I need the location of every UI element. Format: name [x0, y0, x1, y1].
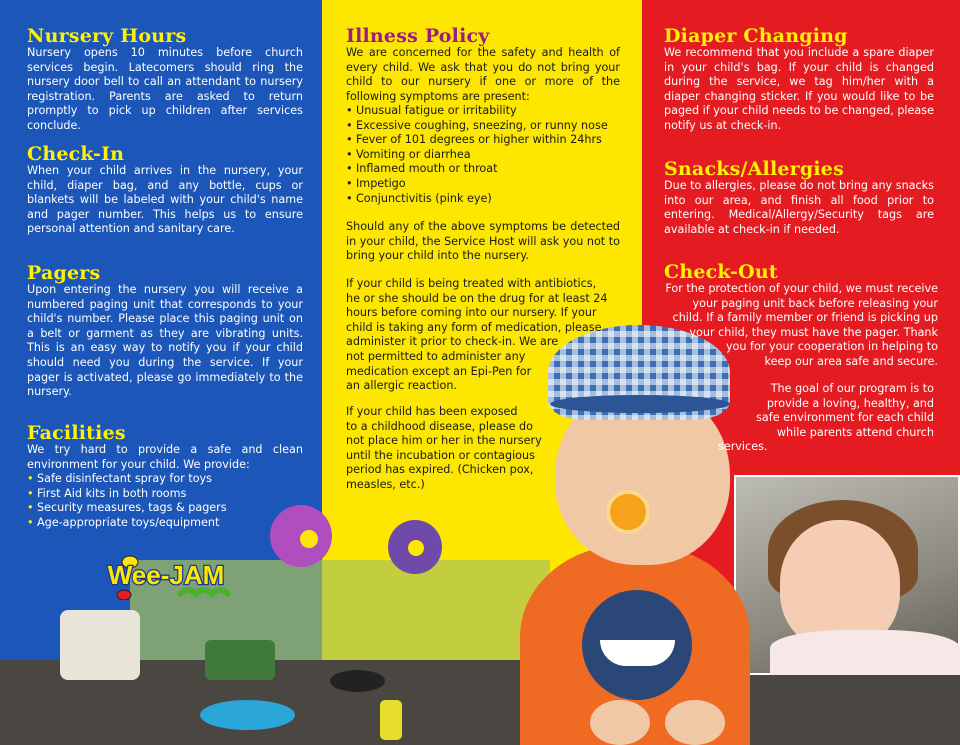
- text-line: not permitted to administer any: [346, 349, 526, 363]
- text-line: period has expired. (Chicken pox,: [346, 463, 534, 477]
- list-item: • First Aid kits in both rooms: [27, 487, 227, 502]
- flower-decoration: [408, 540, 424, 556]
- text-line: For the protection of your child, we must receive: [665, 282, 938, 295]
- text-line: until the incubation or contagious: [346, 448, 535, 462]
- text-line: hours before coming into our nursery. If your: [346, 306, 597, 320]
- list-item: • Excessive coughing, sneezing, or runny nose: [346, 119, 608, 134]
- check-out-text: [662, 282, 938, 370]
- girl-shirt: [770, 630, 960, 675]
- program-goal-text: [718, 382, 934, 455]
- text-line: to a childhood disease, please do: [346, 419, 533, 433]
- toy: [60, 610, 140, 680]
- text-line: your child, they must have the pager. Thank: [689, 325, 938, 339]
- toy: [380, 700, 402, 740]
- list-item: • Unusual fatigue or irritability: [346, 104, 608, 119]
- text-line: measles, etc.): [346, 477, 425, 491]
- wee-jam-logo: [88, 550, 243, 600]
- childhood-disease-text: [346, 405, 556, 493]
- text-line: while parents attend church: [776, 425, 934, 439]
- text-line: The goal of our program is to: [770, 382, 934, 395]
- text-line: you for your cooperation in helping to: [725, 340, 938, 354]
- text-line: an allergic reaction.: [346, 379, 458, 393]
- illness-detected-text: Should any of the above symptoms be detected in your child, the Service Host will ask you not to bring your child into the nursery.: [346, 220, 620, 263]
- facilities-list: [27, 472, 227, 530]
- list-item: • Fever of 101 degrees or higher within 24hrs: [346, 133, 608, 148]
- text-line: services.: [718, 440, 768, 454]
- pagers-text: Upon entering the nursery you will receive a numbered paging unit that corresponds to your child's number. Please place this paging unit on a belt or garment as they are vibrating units. This is an easy way to notify you if your child should need you during the service. If your pager is activated, please go immediately to the nursery.: [27, 283, 303, 399]
- facilities-text: We try hard to provide a safe and clean environment for your child. We provide:: [27, 443, 303, 471]
- nursery-hours-heading: Nursery Hours: [27, 25, 187, 47]
- text-line: your paging unit back before releasing your: [692, 296, 938, 310]
- text-line: If your child is being treated with antibiotics,: [346, 277, 597, 290]
- cap-brim: [550, 395, 730, 413]
- text-line: administer it prior to check-in. We are: [346, 335, 559, 349]
- diaper-changing-heading: Diaper Changing: [664, 25, 848, 47]
- text-line: child. If a family member or friend is picking up: [672, 311, 938, 325]
- text-line: not place him or her in the nursery: [346, 434, 542, 448]
- pacifier: [606, 490, 650, 534]
- list-item: • Conjunctivitis (pink eye): [346, 192, 608, 207]
- list-item: • Impetigo: [346, 177, 608, 192]
- text-line: he or she should be on the drug for at least 24: [346, 291, 608, 305]
- diaper-changing-text: We recommend that you include a spare diaper in your child's bag. If your child is changed during the service, we tag him/her with a diaper changing sticker. If you would like to be paged if your child needs to be changed, please notify us at check-in.: [664, 46, 934, 132]
- list-item: • Inflamed mouth or throat: [346, 162, 608, 177]
- facilities-heading: Facilities: [27, 422, 126, 444]
- text-line: If your child has been exposed: [346, 405, 518, 418]
- text-line: safe environment for each child: [756, 411, 934, 425]
- text-line: provide a loving, healthy, and: [766, 396, 934, 410]
- illness-intro-text: We are concerned for the safety and health of every child. We ask that you do not bring your child to our nursery if one or more of the following symptoms are present:: [346, 46, 620, 103]
- toy: [205, 640, 275, 680]
- text-line: keep our area safe and secure.: [764, 354, 938, 368]
- text-line: child is taking any form of medication, please: [346, 320, 602, 334]
- snacks-allergies-heading: Snacks/Allergies: [664, 158, 844, 180]
- illness-policy-heading: Illness Policy: [346, 25, 490, 47]
- check-out-heading: Check-Out: [664, 261, 778, 283]
- check-in-heading: Check-In: [27, 143, 125, 165]
- flower-decoration: [300, 530, 318, 548]
- toy: [330, 670, 385, 692]
- list-item: • Security measures, tags & pagers: [27, 501, 227, 516]
- pagers-heading: Pagers: [27, 262, 101, 284]
- check-in-text: When your child arrives in the nursery, your child, diaper bag, and any bottle, cups or blankets will be labeled with your child's name and pager number. This helps us to ensure personal attention and sanitary care.: [27, 164, 303, 236]
- text-line: medication except an Epi-Pen for: [346, 364, 532, 378]
- list-item: • Vomiting or diarrhea: [346, 148, 608, 163]
- nursery-hours-text: Nursery opens 10 minutes before church services begin. Latecomers should ring the nursery door bell to call an attendant to nursery registration. Parents are asked to return promptly to pick up children after services conclude.: [27, 46, 303, 132]
- medication-text: [346, 277, 628, 394]
- snacks-allergies-text: Due to allergies, please do not bring any snacks into our area, and finish all food prior to entering. Medical/Allergy/Security tags are available at check-in if needed.: [664, 179, 934, 236]
- list-item: • Safe disinfectant spray for toys: [27, 472, 227, 487]
- hand: [665, 700, 725, 745]
- toy: [200, 700, 295, 730]
- symptoms-list: [346, 104, 608, 206]
- logo-text: Wee-JAM: [107, 560, 225, 590]
- list-item: • Age-appropriate toys/equipment: [27, 516, 227, 531]
- hand: [590, 700, 650, 745]
